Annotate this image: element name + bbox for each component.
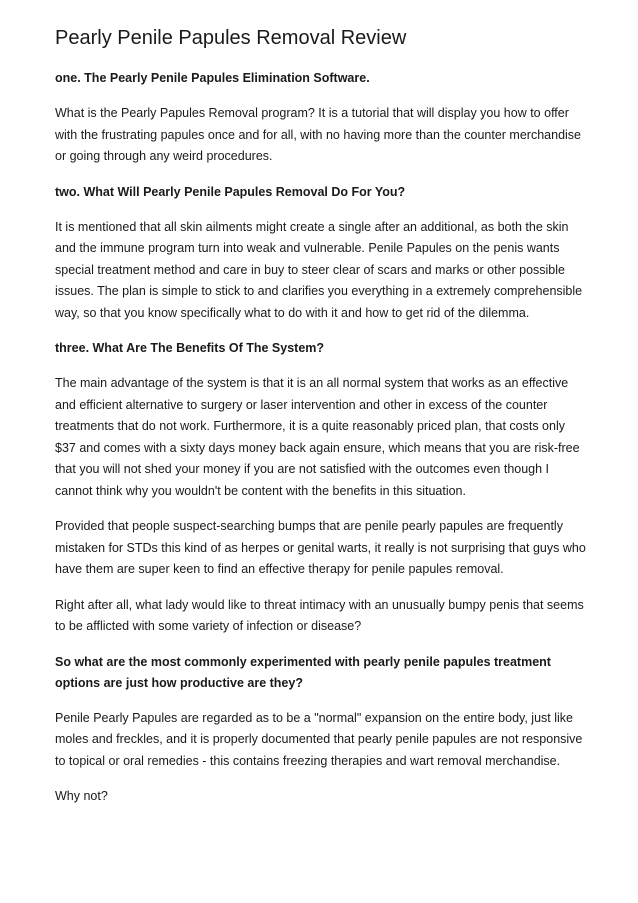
paragraph-3: The main advantage of the system is that it is an all normal system that works as an effective and efficient alternative to surgery or laser intervention and other in excess of the counter treatments that do not work. Furthermore, it is a quite reasonably priced plan, that costs only $37 and comes with a sixty days money back again ensure, which means that you are risk-free that you will not shed your money if you are not satisfied with the outcomes even though I cannot think why you wouldn't be content with the benefits in this situation. [55,376,580,498]
document-title: Pearly Penile Papules Removal Review [55,27,407,49]
paragraph-5: Right after all, what lady would like to threat intimacy with an unusually bumpy penis that seems to be afflicted with some variety of infection or disease? [55,597,584,633]
paragraph-2: It is mentioned that all skin ailments might create a single after an additional, as both the skin and the immune program turn into weak and vulnerable. Penile Papules on the penis wants special treatment method and care in buy to steer clear of scars and marks or other possible issues. The plan is simple to stick to and clarifies you everything in a extremely comprehensible way, so that you know specifically what to do with it and how to get rid of the dilemma. [55,219,583,320]
paragraph-7: Why not? [55,789,108,803]
paragraph-4: Provided that people suspect-searching bumps that are penile pearly papules are frequently mistaken for STDs this kind of as herpes or genital warts, it really is not surprising that guys who have them are super keen to find an effective therapy for penile papules removal. [55,519,586,576]
section-heading-3: three. What Are The Benefits Of The System? [55,341,325,355]
document-page [55,26,587,822]
paragraph-1: What is the Pearly Papules Removal program? It is a tutorial that will display you how to offer with the frustrating papules once and for all, with no having more than the counter merchandise or going through any weird procedures. [55,106,582,163]
section-heading-4: So what are the most commonly experimented with pearly penile papules treatment options are just how productive are they? [55,654,551,690]
section-heading-1: one. The Pearly Penile Papules Elimination Software. [55,71,370,85]
section-heading-2: two. What Will Pearly Penile Papules Removal Do For You? [55,184,406,199]
paragraph-6: Penile Pearly Papules are regarded as to be a "normal" expansion on the entire body, just like moles and freckles, and it is properly documented that pearly penile papules are not responsive to topical or oral remedies - this contains freezing therapies and wart removal merchandise. [55,710,583,768]
